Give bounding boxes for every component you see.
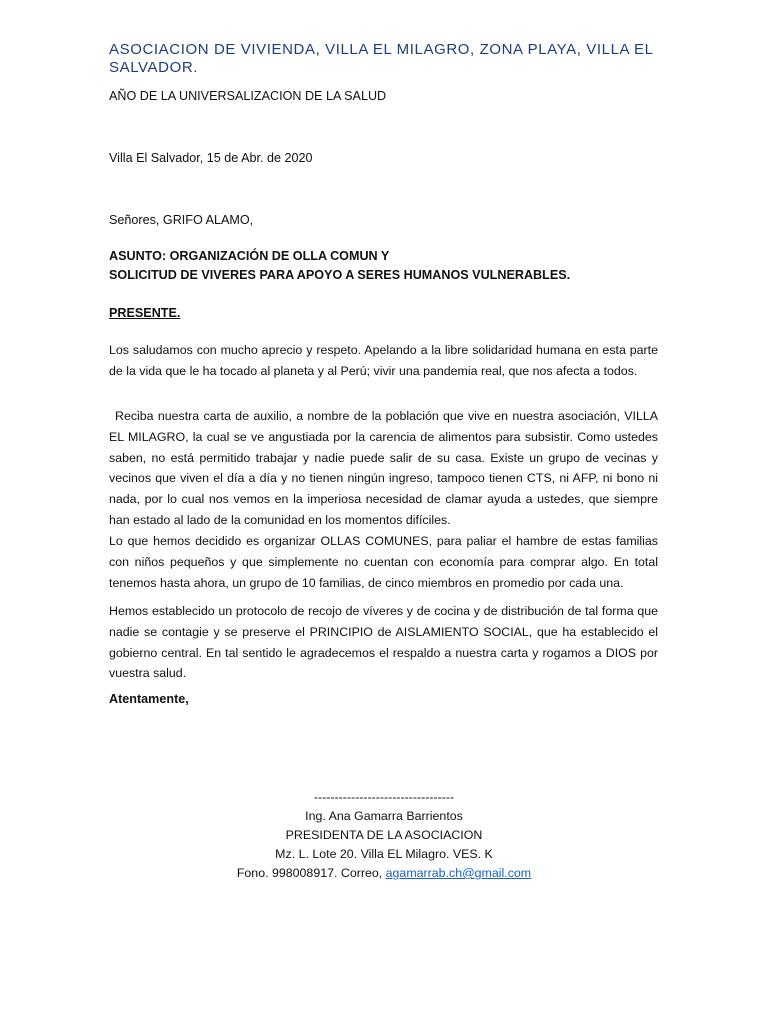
signer-contact — [230, 864, 538, 883]
email-link[interactable]: agamarrab.ch@gmail.com — [385, 866, 532, 880]
closing: Atentamente, — [109, 692, 189, 706]
date-line: Villa El Salvador, 15 de Abr. de 2020 — [109, 151, 313, 165]
body-paragraph-2: Reciba nuestra carta de auxilio, a nombre de la población que vive en nuestra asociación, VILLA EL MILAGRO, la cual se ve angustiada por la carencia de alimentos para subsistir. Como ustedes saben, no está permitido trabajar y nadie puede salir de su casa. Existe un grupo de vecinas y vecinos que viven el día a día y no tienen ningún ingreso, tampoco tienen CTS, ni AFP, ni bono ni nada, por lo cual nos vemos en la imperiosa necesidad de clamar ayuda a ustedes, que siempre han estado al lado de la comunidad en los momentos difíciles. — [109, 409, 658, 527]
year-motto: AÑO DE LA UNIVERSALIZACION DE LA SALUD — [109, 89, 387, 103]
contact-prefix: Fono. 998008917. Correo, — [236, 866, 386, 880]
signer-role: PRESIDENTA DE LA ASOCIACION — [285, 828, 483, 842]
signature-block — [230, 788, 538, 883]
body-paragraph-4: Hemos establecido un protocolo de recojo de víveres y de cocina y de distribución de tal forma que nadie se contagie y se preserve el PRINCIPIO de AISLAMIENTO SOCIAL, que ha establecido el gobierno central. En tal sentido le agradecemos el respaldo a nuestra carta y rogamos a DIOS por vuestra salud. — [109, 604, 658, 681]
presente-heading: PRESENTE. — [109, 306, 181, 320]
body-paragraph-1: Los saludamos con mucho aprecio y respeto. Apelando a la libre solidaridad humana en esta parte de la vida que le ha tocado al planeta y al Perú; vivir una pandemia real, que nos afecta a todos. — [109, 343, 658, 378]
letterhead: ASOCIACION DE VIVIENDA, VILLA EL MILAGRO, ZONA PLAYA, VILLA EL SALVADOR. — [109, 41, 654, 76]
signature-rule: ---------------------------------- — [313, 790, 455, 804]
subject-line-1: ASUNTO: ORGANIZACIÓN DE OLLA COMUN Y — [109, 249, 390, 263]
subject-line-2: SOLICITUD DE VIVERES PARA APOYO A SERES HUMANOS VULNERABLES. — [109, 268, 571, 282]
body-paragraph-3: Lo que hemos decidido es organizar OLLAS COMUNES, para paliar el hambre de estas familias con niños pequeños y que simplemente no cuentan con economía para comprar algo. En total tenemos hasta ahora, un grupo de 10 familias, de cinco miembros en promedio por cada una. — [109, 534, 658, 590]
signer-name: Ing. Ana Gamarra Barrientos — [305, 809, 463, 823]
recipient: Señores, GRIFO ALAMO, — [109, 213, 254, 227]
signer-address: Mz. L. Lote 20. Villa EL Milagro. VES. K — [275, 847, 493, 861]
